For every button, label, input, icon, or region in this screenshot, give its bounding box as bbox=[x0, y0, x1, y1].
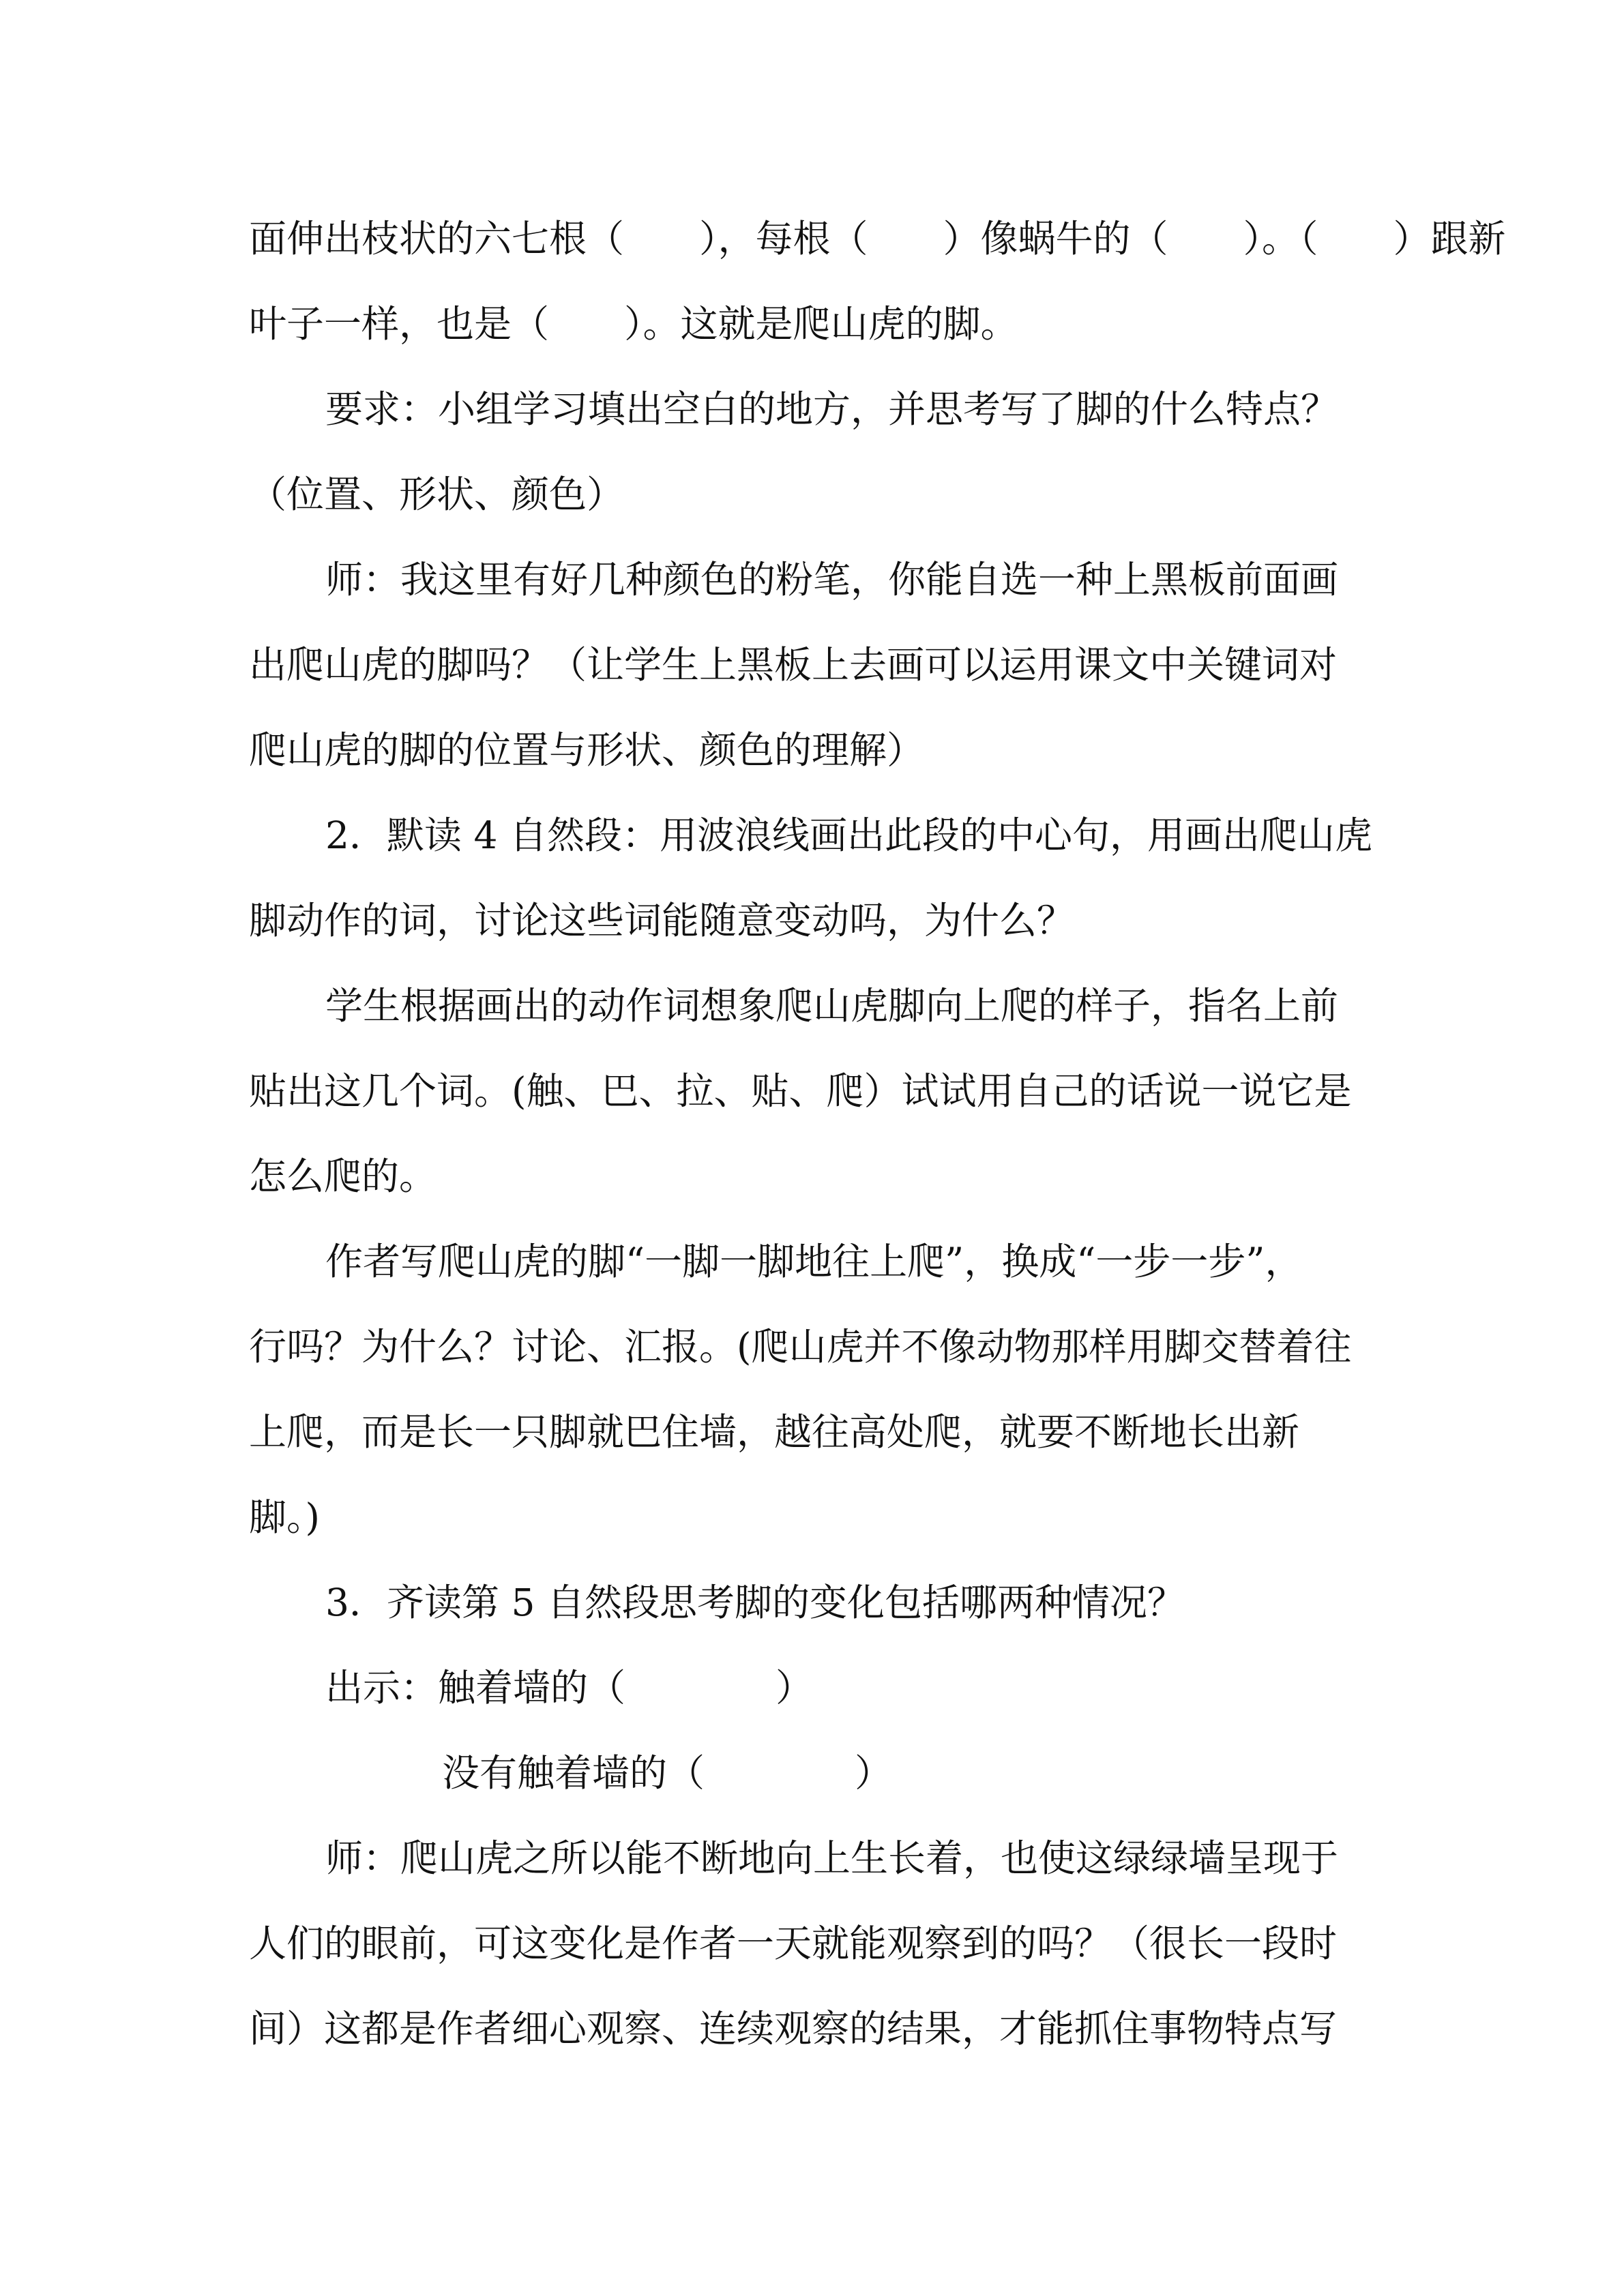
text-line-16: 脚。) bbox=[249, 1495, 320, 1539]
text-line-17: 3．齐读第 5 自然段思考脚的变化包括哪两种情况？ bbox=[325, 1581, 1185, 1624]
text-line-11: 贴出这几个词。(触、巴、拉、贴、爬）试试用自己的话说一说它是 bbox=[249, 1069, 1352, 1113]
text-line-5: 师：我这里有好几种颜色的粉笔，你能自选一种上黑板前面画 bbox=[325, 558, 1339, 601]
text-line-12: 怎么爬的。 bbox=[249, 1154, 437, 1198]
text-line-18: 出示：触着墙的（ ） bbox=[325, 1666, 814, 1710]
text-line-10: 学生根据画出的动作词想象爬山虎脚向上爬的样子，指名上前 bbox=[325, 984, 1339, 1028]
text-line-22: 间）这都是作者细心观察、连续观察的结果，才能抓住事物特点写 bbox=[249, 2007, 1338, 2051]
text-line-3: 要求：小组学习填出空白的地方，并思考写了脚的什么特点？ bbox=[325, 387, 1339, 431]
text-line-9: 脚动作的词，讨论这些词能随意变动吗，为什么？ bbox=[249, 899, 1075, 942]
text-line-1: 面伸出枝状的六七根（ ），每根（ ）像蜗牛的（ ）。（ ）跟新 bbox=[249, 217, 1506, 260]
text-line-19: 没有触着墙的（ ） bbox=[442, 1751, 893, 1795]
text-line-8: 2．默读 4 自然段：用波浪线画出此段的中心句，用画出爬山虎 bbox=[325, 814, 1372, 857]
text-line-15: 上爬，而是长一只脚就巴住墙，越往高处爬，就要不断地长出新 bbox=[249, 1410, 1300, 1454]
text-line-21: 人们的眼前，可这变化是作者一天就能观察到的吗？（很长一段时 bbox=[249, 1922, 1338, 1965]
text-line-2: 叶子一样，也是（ ）。这就是爬山虎的脚。 bbox=[249, 302, 1018, 346]
text-line-6: 出爬山虎的脚吗？（让学生上黑板上去画可以运用课文中关键词对 bbox=[249, 643, 1338, 687]
text-line-7: 爬山虎的脚的位置与形状、颜色的理解） bbox=[249, 728, 925, 772]
text-line-20: 师：爬山虎之所以能不断地向上生长着，也使这绿绿墙呈现于 bbox=[325, 1836, 1339, 1880]
text-line-14: 行吗？为什么？讨论、汇报。(爬山虎并不像动物那样用脚交替着往 bbox=[249, 1325, 1352, 1369]
text-line-4: （位置、形状、颜色） bbox=[249, 473, 625, 516]
text-line-13: 作者写爬山虎的脚“一脚一脚地往上爬”，换成“一步一步”， bbox=[325, 1240, 1303, 1283]
